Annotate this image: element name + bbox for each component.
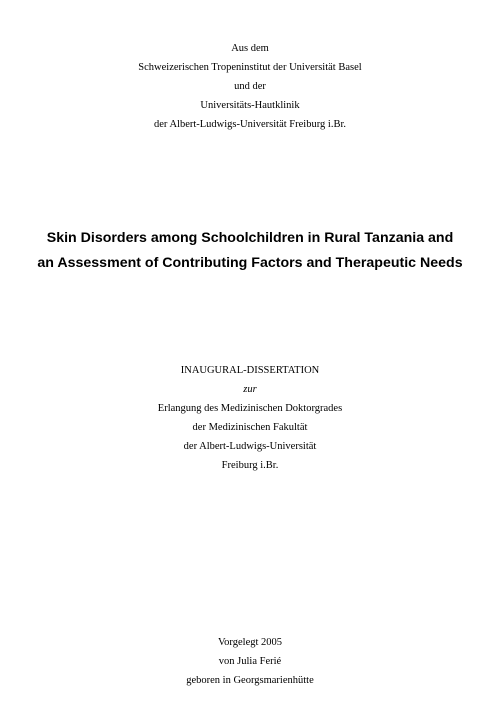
dissertation-statement [0,361,500,475]
title-line: an Assessment of Contributing Factors and Therapeutic Needs [37,255,463,271]
dissertation-line: der Medizinischen Fakultät [192,422,308,433]
submission-info [0,633,500,690]
document-title [0,226,500,276]
dissertation-line: Freiburg i.Br. [221,460,279,471]
footer-line: Vorgelegt 2005 [217,637,283,648]
dissertation-line: Erlangung des Medizinischen Doktorgrades [157,403,343,414]
header-line: Universitäts-Hautklinik [200,100,300,111]
header-line: der Albert-Ludwigs-Universität Freiburg i.Br. [154,119,346,130]
header-line: Aus dem [231,43,269,54]
dissertation-line: INAUGURAL-DISSERTATION [180,365,320,376]
footer-line: von Julia Ferié [218,656,282,667]
footer-line: geboren in Georgsmarienhütte [186,675,314,686]
dissertation-line: der Albert-Ludwigs-Universität [183,441,317,452]
dissertation-line: zur [243,384,257,395]
header-line: und der [234,81,266,92]
title-line: Skin Disorders among Schoolchildren in Rural Tanzania and [46,230,454,246]
header-line: Schweizerischen Tropeninstitut der Universität Basel [138,62,362,73]
institution-header [0,39,500,134]
